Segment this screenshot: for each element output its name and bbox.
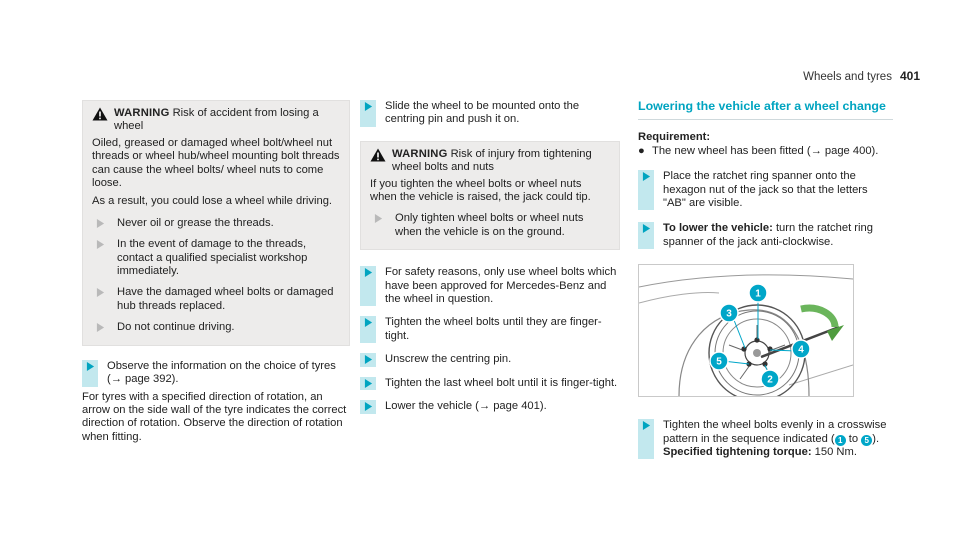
callout-4: 4 (798, 344, 804, 356)
requirement-label: Requirement: (638, 131, 711, 144)
step-last-bolt: Tighten the last wheel bolt until it is finger-tight. (360, 377, 620, 390)
warning-box-wheel-loss (82, 100, 350, 346)
step-bold-label: To lower the vehicle: (663, 222, 773, 235)
warning-label: WARNING (392, 147, 448, 160)
callout-1: 1 (755, 288, 761, 300)
warning-step: Only tighten wheel bolts or wheel nuts when the vehicle is on the ground. (370, 212, 610, 239)
step-turn-spanner: To lower the vehicle: turn the ratchet ring spanner of the jack anti-clockwise. (638, 222, 893, 249)
sequence-number-5: 5 (861, 435, 872, 446)
step-arrow-icon (96, 323, 105, 332)
warning-text: Oiled, greased or damaged wheel bolt/wheel nut threads or wheel hub/wheel mounting bolt threads can cause the wheel bolts/ wheel nuts to come loose. (92, 136, 340, 190)
warning-step: Never oil or grease the threads. (92, 217, 340, 230)
section-title: Wheels and tyres (803, 71, 892, 83)
warning-step: In the event of damage to the threads, contact a qualified specialist workshop immediately. (92, 238, 340, 278)
bullet-icon: ● (638, 144, 645, 157)
warning-step: Have the damaged wheel bolts or damaged hub threads replaced. (92, 286, 340, 313)
step-arrow-icon (96, 219, 105, 228)
page-header (780, 70, 920, 84)
callout-2: 2 (767, 374, 773, 386)
warning-title: Risk of accident from losing a wheel (114, 107, 319, 133)
warning-triangle-icon (370, 148, 386, 162)
step-lower-vehicle: Lower the vehicle (→ page 401). (360, 400, 620, 413)
step-approved-bolts: For safety reasons, only use wheel bolts which have been approved for Mercedes-Benz and the wheel in question. (360, 266, 620, 306)
step-arrow-icon (86, 362, 95, 371)
warning-box-tightening (360, 141, 620, 250)
warning-label: WARNING (114, 107, 170, 119)
step-arrow-icon (642, 172, 651, 181)
section-heading: Lowering the vehicle after a wheel change (638, 100, 893, 120)
warning-heading (370, 148, 610, 175)
warning-heading (92, 107, 340, 134)
step-unscrew-pin: Unscrew the centring pin. (360, 353, 620, 366)
step-arrow-icon (374, 214, 383, 223)
step-observe-tyres: Observe the information on the choice of tyres (→ page 392). (82, 360, 350, 387)
warning-body (92, 137, 340, 209)
step-arrow-icon (96, 288, 105, 297)
callout-5: 5 (716, 356, 722, 368)
warning-triangle-icon (92, 107, 108, 121)
step-arrow-icon (642, 224, 651, 233)
requirement-item: ● The new wheel has been fitted (→ page 400). (638, 144, 879, 157)
step-arrow-icon (364, 102, 373, 111)
page-number: 401 (899, 69, 920, 83)
column-3 (638, 100, 893, 459)
rotation-paragraph: For tyres with a specified direction of rotation, an arrow on the side wall of the tyre indicates the correct direction of rotation. Observe the direction of rotation when fitting. (82, 390, 347, 443)
step-arrow-icon (364, 268, 373, 277)
wheel-bolt-figure (638, 264, 854, 397)
warning-step: Do not continue driving. (92, 321, 340, 334)
wheel-illustration (639, 265, 853, 396)
torque-label: Specified tightening torque: (663, 446, 812, 459)
step-arrow-icon (364, 355, 373, 364)
column-2 (360, 100, 620, 414)
torque-value: 150 Nm. (814, 446, 857, 459)
warning-text: As a result, you could lose a wheel while driving. (92, 195, 333, 208)
step-arrow-icon (96, 240, 105, 249)
step-slide-wheel: Slide the wheel to be mounted onto the centring pin and push it on. (360, 100, 620, 127)
column-1 (82, 100, 350, 444)
step-arrow-icon (364, 318, 373, 327)
step-tighten-crosswise: Tighten the wheel bolts evenly in a crosswise pattern in the sequence indicated ( 1 to 5 ). Specified tightening torque: 150 Nm. (638, 419, 893, 459)
step-arrow-icon (364, 379, 373, 388)
step-finger-tight: Tighten the wheel bolts until they are finger-tight. (360, 316, 620, 343)
warning-title: Risk of injury from tightening wheel bolts and nuts (392, 147, 592, 174)
callout-3: 3 (726, 308, 732, 320)
step-arrow-icon (642, 421, 651, 430)
warning-text: If you tighten the wheel bolts or wheel nuts when the vehicle is raised, the jack could tip. (370, 177, 591, 204)
sequence-number-1: 1 (835, 435, 846, 446)
step-arrow-icon (364, 402, 373, 411)
step-place-spanner: Place the ratchet ring spanner onto the hexagon nut of the jack so that the letters "AB" are visible. (638, 170, 893, 210)
